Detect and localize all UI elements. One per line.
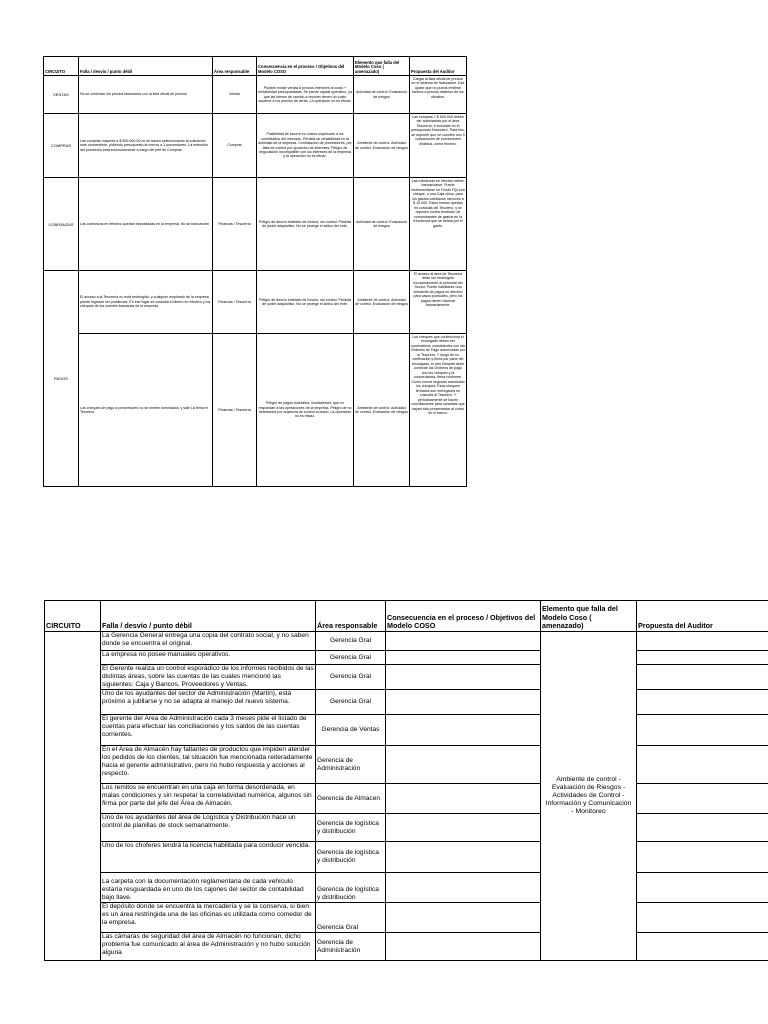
- consecuencia-cell: Peligro de pagos indebidos, insuficientes, que no respondan a las operaciones de la empresa. Peligro de no detectados por ausencia de control cruzado. La operación no es eficaz.: [257, 334, 354, 487]
- consecuencia-cell: [386, 784, 541, 814]
- table-row: [45, 903, 768, 933]
- table-row: [45, 933, 768, 961]
- falla-cell: El acceso a la Tesorería no está restringido, y cualquier empleado de la empresa puede ingresar sin problemas. En ese lugar se custodia el dinero en efectivo y los cheques de los cuentes bancarias de la empresa.: [79, 271, 213, 334]
- circuito-cell: PAGOS: [44, 271, 79, 487]
- area-cell: Gerencia Gral: [316, 651, 386, 665]
- consecuencia-cell: [386, 814, 541, 842]
- elemento-cell: Ambiente de control. Actividad de control. Evaluación de riesgos: [354, 114, 410, 178]
- table-row: [45, 746, 768, 784]
- falla-cell: La Gerencia General entrega una copia del contrato social, y no saben donde se encuentra el original.: [101, 632, 316, 651]
- table-row: [44, 178, 467, 271]
- propuesta-cell: Las cobranzas en efectivo deben bancarizarse. Puede instrumentarse un Fondo Fijo con cheque, o una Caja chica, para los gastos cotidianos menores a $ 10.000. Estos fondos quedan en custodia del Tesorero, y se reponen contra rendición de comprobantes de gastos en la frecuencia que se defina por el gasto.: [410, 178, 467, 271]
- consecuencia-cell: [386, 842, 541, 873]
- propuesta-cell: [637, 690, 768, 715]
- falla-cell: No se controlan los precios facturados con la lista oficial de precios: [79, 76, 213, 114]
- consecuencia-cell: [386, 632, 541, 651]
- falla-cell: La carpeta con la documentación reglamentaria de cada vehículo estaría resguardada en uno de los cajones del sector de contabilidad bajo llave.: [101, 873, 316, 903]
- propuesta-cell: [637, 651, 768, 665]
- header-circuito: CIRCUITO: [45, 601, 101, 632]
- consecuencia-cell: [386, 933, 541, 961]
- header-elemento: Elemento que falla del Modelo Coso ( amenazado): [354, 57, 410, 76]
- circuito-cell: COBRANZAS: [44, 178, 79, 271]
- propuesta-cell: [637, 842, 768, 873]
- table-row: [45, 842, 768, 873]
- table-row: [45, 873, 768, 903]
- area-cell: Gerencia Gral: [316, 665, 386, 690]
- table-row: [44, 114, 467, 178]
- propuesta-cell: Los cheques que confecciona el encargado deben ser nominativos, consistentes con las Órdenes de Pago autorizadas por el Tesorero. Y luego de su verificación y firma por parte del encargado, el otro firmante debe controlar las Órdenes de pago con los cheques y la concordancia, firma conforme. Como norma segundo autorizado los cheques. Esos cheques firmados son entregados en custodia al Tesorero. Y periódicamente se hacen conciliaciones para constatar que hayan sido presentados al cobro en el banco.: [410, 334, 467, 487]
- circuito-cell: [45, 632, 101, 961]
- table-row: [45, 665, 768, 690]
- table-header-row: [45, 601, 768, 632]
- audit-table-large: [44, 600, 768, 961]
- elemento-cell: Ambiente de control. Actividad de control. Evaluación de riesgos: [354, 334, 410, 487]
- header-falla: Falla / desvío / punto débil: [79, 57, 213, 76]
- area-cell: Gerencia de Administración: [316, 746, 386, 784]
- elemento-cell: Ambiente de control. Actividad de control. Evaluación de riesgos: [354, 271, 410, 334]
- propuesta-cell: [637, 746, 768, 784]
- consecuencia-cell: Posibilidad de incurrir en costos superiores a los constituidos del mercado. Pérdida de rentabilidad en la actividad de la empresa. Contratación de proveedores, por falta de control por oposición de intereses. Peligro de negociación incompatible con los intereses de la empresa y la operación no es eficaz.: [257, 114, 354, 178]
- propuesta-cell: [637, 715, 768, 746]
- falla-cell: En el Área de Almacén hay faltantes de productos que impiden atender los pedidos de los clientes, tal situación fue mencionada reiteradamente hacia el gerente administrativo, pero no hubo respuesta y acciones al respecto.: [101, 746, 316, 784]
- falla-cell: Uno de los ayudantes del área de Logística y Distribución hace un control de planillas de stock semanalmente.: [101, 814, 316, 842]
- area-cell: Finanzas / Tesorería: [213, 271, 257, 334]
- table-row: [44, 271, 467, 334]
- falla-cell: Uno de los choferes tendrá la licencia habilitada para conducir vencida.: [101, 842, 316, 873]
- area-cell: Gerencia Gral: [316, 632, 386, 651]
- falla-cell: Las cobranzas en efectivo quedan depositadas en la empresa. No se bancarizan: [79, 178, 213, 271]
- area-cell: Finanzas / Tesorería: [213, 178, 257, 271]
- falla-cell: El Gerente realiza un control esporádico de los informes recibidos de las distintas áreas, sobre las cuentas de las cuales mencionó las siguientes: Caja y Bancos, Proveedores y Ventas.: [102, 665, 314, 688]
- table-row: [45, 632, 768, 651]
- header-elemento: Elemento que falla del Modelo Coso ( amenazado): [541, 601, 637, 632]
- propuesta-cell: Cargar la lista oficial de precios en el sistema de facturación. Ese ajuste que no pueda emitirse factura a precios distintos de los oficiales.: [410, 76, 467, 114]
- falla-cell: El depósito donde se encuentra la mercadería y se la conserva, si bien es un área restringida una de las oficinas es utilizada como comedor de la empresa.: [101, 903, 316, 933]
- circuito-cell: COMPRAS: [44, 114, 79, 178]
- header-falla: Falla / desvío / punto débil: [101, 601, 316, 632]
- area-cell: Gerencia de Administración: [316, 933, 386, 961]
- falla-cell: Los cheques de pago a proveedores no se emiten nominados, y sale La firma el Tesorero.: [79, 334, 213, 487]
- area-cell: Gerencia de Ventas: [316, 715, 386, 746]
- falla-cell: El gerente del Área de Administración cada 3 meses pide el listado de cuentas para efectuar las conciliaciones y los saldos de las cuentas corrientes.: [101, 715, 316, 746]
- header-area: Área responsable: [213, 57, 257, 76]
- consecuencia-cell: Pueden existir ventas a precios inferiores al costo + rentabilidad presupuestada. Se pierde capital operativo, ya que las bienes de cambio a reponer tienen un costo superior a los precios de venta. La operación no es eficaz.: [257, 76, 354, 114]
- propuesta-cell: [637, 903, 768, 933]
- table-header-row: [44, 57, 467, 76]
- area-cell: Gerencia Gral: [316, 690, 386, 715]
- falla-cell: Las compras mayores a $ 500.000,00 no se hacen seleccionando la cotización más conveniente, pidiendo presupuesto al menos a 3 proveedores. La selección del proveedor está exclusivamente a cargo del jefe de Compras.: [79, 114, 213, 178]
- consecuencia-cell: [386, 746, 541, 784]
- header-consecuencia: Consecuencia en el proceso / Objetivos del Modelo COSO: [386, 601, 541, 632]
- table-row: [45, 814, 768, 842]
- consecuencia-cell: [386, 665, 541, 690]
- area-cell: Gerencia Gral: [316, 903, 386, 933]
- propuesta-cell: [637, 632, 768, 651]
- consecuencia-cell: [386, 651, 541, 665]
- consecuencia-cell: Peligro de desvío indebido de fondos, sin control. Pérdida de poder adquisitivo. No se protege el activo del ente.: [257, 178, 354, 271]
- header-area: Área responsable: [316, 601, 386, 632]
- consecuencia-cell: [386, 903, 541, 933]
- elemento-cell: Actividad de control. Evaluación de riesgos: [354, 178, 410, 271]
- propuesta-cell: [637, 873, 768, 903]
- table-row: [45, 690, 768, 715]
- table-row: [45, 651, 768, 665]
- header-consecuencia: Consecuencia en el proceso / Objetivos del Modelo COSO: [257, 57, 354, 76]
- circuito-cell: VENTAS: [44, 76, 79, 114]
- area-cell: Compras: [213, 114, 257, 178]
- table-row: [44, 334, 467, 487]
- table-row: [45, 784, 768, 814]
- propuesta-cell: [637, 814, 768, 842]
- area-cell: Finanzas / Tesorería: [213, 334, 257, 487]
- consecuencia-cell: Peligro de desvío indebido de fondos, sin control. Pérdida de poder adquisitivo. No se protege el activo del ente.: [257, 271, 354, 334]
- area-cell: Ventas: [213, 76, 257, 114]
- area-cell: Gerencia de logística y distribución: [316, 873, 386, 903]
- falla-cell: Los remitos se encuentran en una caja en forma desordenada, en malas condiciones y sin respetar la correlatividad numérica, algunos sin firma por parte del jefe del Área de Almacén.: [101, 784, 316, 814]
- area-cell: Gerencia de logística y distribución: [316, 842, 386, 873]
- table-row: [45, 715, 768, 746]
- propuesta-cell: [637, 784, 768, 814]
- propuesta-cell: [637, 665, 768, 690]
- elemento-cell: Actividad de control. Evaluación de riesgos: [354, 76, 410, 114]
- table-row: [44, 76, 467, 114]
- area-cell: Gerencia de Almacen: [316, 784, 386, 814]
- elemento-cell: Ambiente de control - Evaluación de Riesgos - Actividades de Control - Información y Comunicación - Monitoreo: [541, 632, 637, 961]
- propuesta-cell: [637, 933, 768, 961]
- falla-cell: La empresa no posee manuales operativos.: [101, 651, 316, 665]
- propuesta-cell: El acceso al área de Tesorería debe ser restringido exclusivamente al personal del Sector. Puede habilitarse una ventanilla de pagos en efectivo para casos puntuales, pero los pagos deben hacerse bancariamente.: [410, 271, 467, 334]
- falla-cell: Las cámaras de seguridad del área de Almacén no funcionan, dicho problema fue comunicado al área de Administración y no hubo solución alguna: [101, 933, 316, 961]
- area-cell: Gerencia de logística y distribución: [316, 814, 386, 842]
- consecuencia-cell: [386, 690, 541, 715]
- header-propuesta: Propuesta del Auditor: [410, 57, 467, 76]
- header-propuesta: Propuesta del Auditor: [637, 601, 768, 632]
- header-circuito: CIRCUITO: [44, 57, 79, 76]
- audit-table-small: [43, 56, 467, 487]
- propuesta-cell: Las compras > $ 500.000 deben ser autorizadas por el área Tesorería, e incluidas en el presupuesto financiero. Para ello, se requiere que se cuenten con 3 cotizaciones de proveedores distintos, como mínimo.: [410, 114, 467, 178]
- consecuencia-cell: [386, 715, 541, 746]
- consecuencia-cell: [386, 873, 541, 903]
- falla-cell: Uno de los ayudantes del sector de Administración (Martín), está próximo a jubilarse y no se adapta al manejo del nuevo sistema.: [101, 690, 316, 715]
